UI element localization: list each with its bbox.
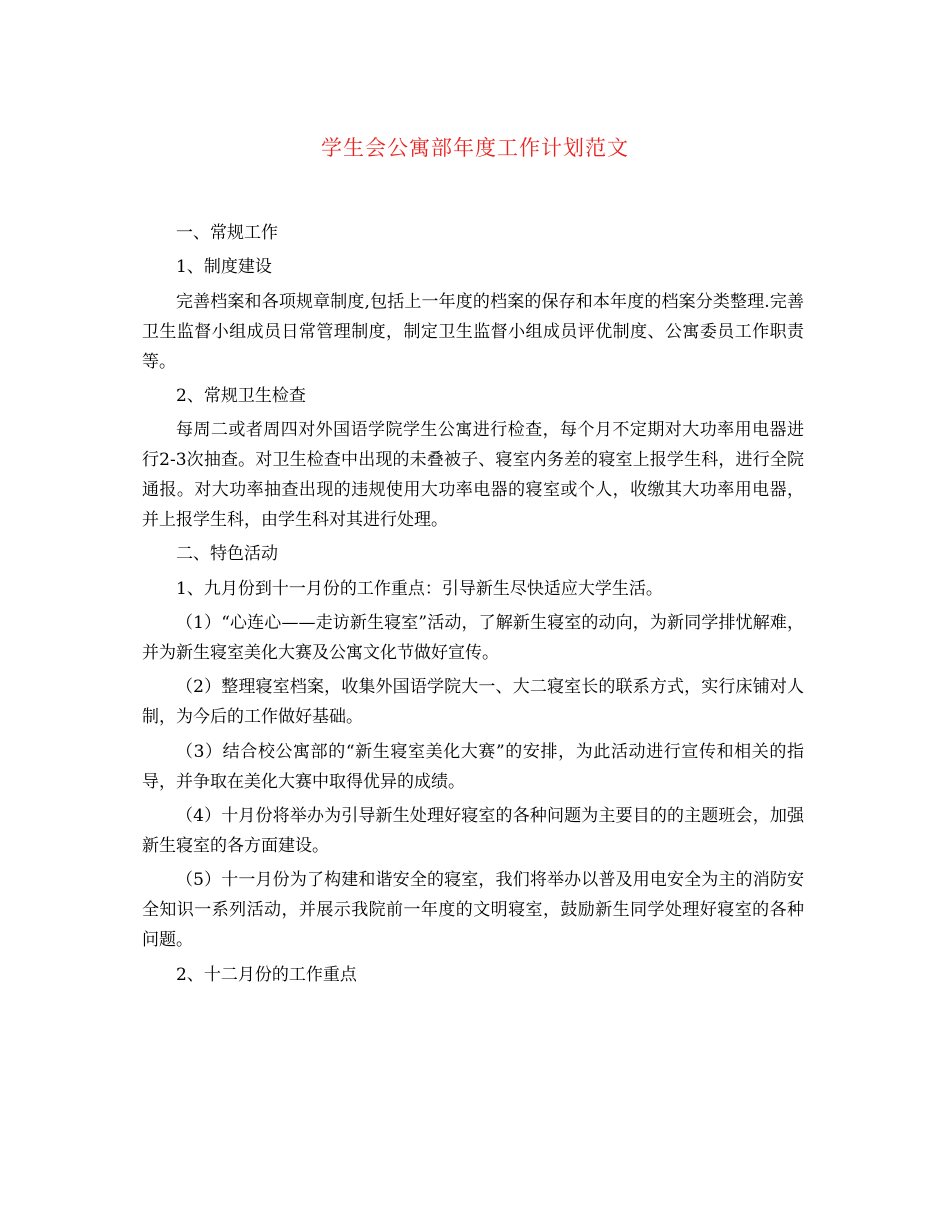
subheading-system-building: 1、制度建设	[176, 257, 272, 278]
list-item-activity-2: （2）整理寝室档案，收集外国语学院大一、大二寝室长的联系方式，实行床铺对人制，为今后的工作做好基础。	[142, 677, 804, 728]
list-item-activity-1: （1）“心连心——走访新生寝室”活动，了解新生寝室的动向，为新同学排忧解难，并为新生寝室美化大赛及公寓文化节做好宣传。	[142, 613, 804, 664]
document-title: 学生会公寓部年度工作计划范文	[321, 136, 629, 160]
list-item-activity-3: （3）结合校公寓部的“新生寝室美化大赛”的安排，为此活动进行宣传和相关的指导，并争取在美化大赛中取得优异的成绩。	[142, 741, 804, 792]
paragraph-hygiene-inspection: 每周二或者周四对外国语学院学生公寓进行检查，每个月不定期对大功率用电器进行2-3次抽查。对卫生检查中出现的未叠被子、寝室内务差的寝室上报学生科，进行全院通报。对大功率抽查出现的违规使用大功率电器的寝室或个人，收缴其大功率用电器，并上报学生科，由学生科对其进行处理。	[142, 420, 804, 531]
list-item-activity-5: （5）十一月份为了构建和谐安全的寝室，我们将举办以普及用电安全为主的消防安全知识一系列活动，并展示我院前一年度的文明寝室，鼓励新生同学处理好寝室的各种问题。	[142, 870, 804, 951]
subheading-hygiene-inspection: 2、常规卫生检查	[176, 385, 306, 406]
document-body	[142, 218, 804, 994]
subheading-sep-nov-focus: 1、九月份到十一月份的工作重点：引导新生尽快适应大学生活。	[176, 578, 663, 599]
section-heading-special-activities: 二、特色活动	[176, 544, 278, 565]
paragraph-system-building: 完善档案和各项规章制度,包括上一年度的档案的保存和本年度的档案分类整理.完善卫生监督小组成员日常管理制度，制定卫生监督小组成员评优制度、公寓委员工作职责等。	[142, 291, 804, 372]
list-item-activity-4: （4）十月份将举办为引导新生处理好寝室的各种问题为主要目的的主题班会，加强新生寝室的各方面建设。	[142, 805, 804, 856]
subheading-december-focus: 2、十二月份的工作重点	[176, 964, 357, 985]
section-heading-routine-work: 一、常规工作	[176, 223, 278, 243]
